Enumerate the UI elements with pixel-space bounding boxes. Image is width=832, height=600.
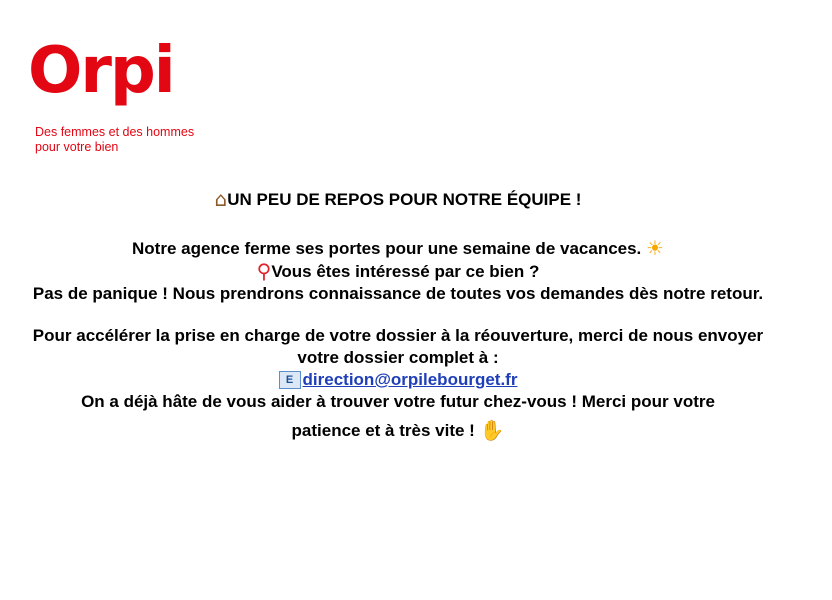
sun-icon: ☀ (646, 236, 664, 260)
mail-icon: E (279, 371, 301, 389)
email-line (10, 369, 786, 391)
waving-hand-icon: ✋ (479, 418, 505, 442)
logo-tagline-line1: Des femmes et des hommes (35, 125, 195, 139)
logo-wordmark: Orpi (28, 34, 174, 108)
closure-line (10, 237, 786, 260)
announcement (10, 188, 786, 442)
logo-tagline (35, 125, 194, 155)
closing-line-2: patience et à très vite ! (291, 421, 475, 440)
interest-text: Vous êtes intéressé par ce bien ? (271, 262, 540, 281)
house-icon: ⌂ (214, 187, 228, 211)
pin-icon: ⚲ (256, 259, 272, 283)
logo-tagline-line2: pour votre bien (35, 140, 119, 154)
interest-line (10, 260, 786, 283)
closing-line-2-wrapper (10, 419, 786, 442)
orpi-logo (28, 36, 228, 166)
closure-text: Notre agence ferme ses portes pour une semaine de vacances. (132, 239, 642, 258)
accelerate-text: Pour accélérer la prise en charge de votre dossier à la réouverture, merci de nous envoyer votre dossier complet à : (32, 326, 764, 367)
announcement-title-line (10, 188, 786, 211)
no-panic-text: Pas de panique ! Nous prendrons connaissance de toutes vos demandes dès notre retour. (32, 284, 764, 303)
announcement-title: UN PEU DE REPOS POUR NOTRE ÉQUIPE ! (227, 190, 582, 209)
email-link[interactable]: direction@orpilebourget.fr (302, 370, 518, 389)
closing-line-1: On a déjà hâte de vous aider à trouver votre futur chez-vous ! Merci pour votre (81, 392, 715, 411)
